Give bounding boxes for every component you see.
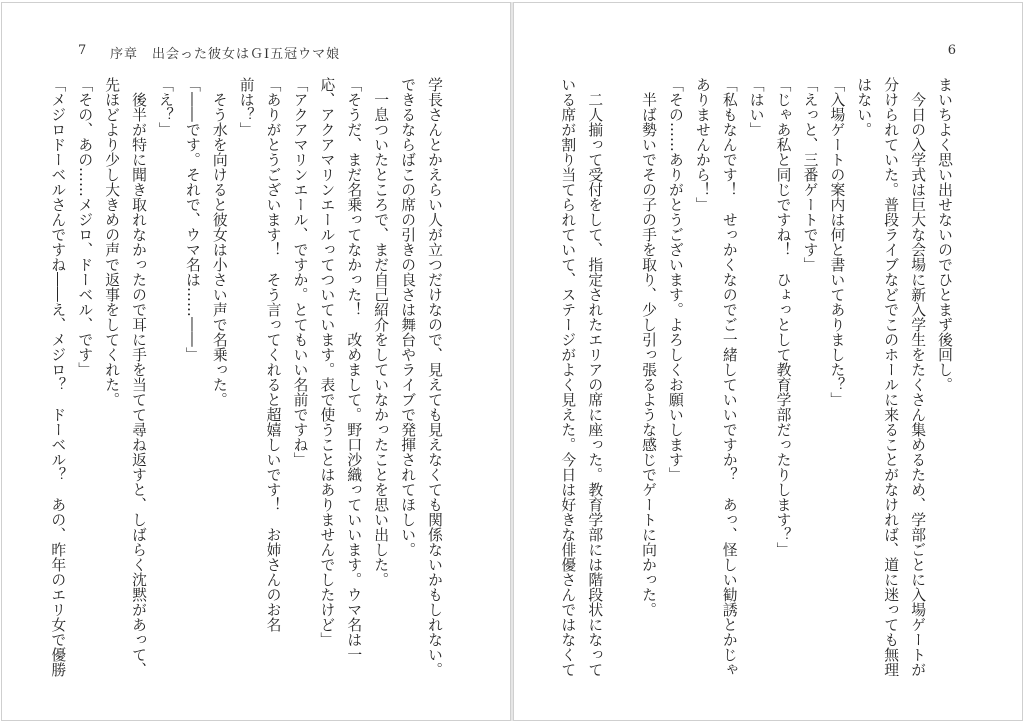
text-line: いる席が割り当てられていて、ステージがよく見えた。今日は好きな俳優さんではなくて [559, 77, 577, 677]
text-line: 半ば勢いでその子の手を取り、少し引っ張るような感じでゲートに向かった。 [640, 77, 658, 617]
text-line: 「その、あの……メジロ、ドーベル、です」 [76, 77, 94, 377]
text-line [607, 77, 634, 673]
text-line: 前は？」 [237, 77, 255, 137]
right-page [513, 2, 1023, 721]
text-line: そう水を向けると彼女は小さい声で名乗った。 [210, 77, 228, 407]
page-number: 6 [947, 43, 956, 58]
text-line: 「入場ゲートの案内は何と書いてありました？」 [828, 77, 846, 407]
text-line: 一息ついたところで、まだ自己紹介をしていなかったことを思い出した。 [372, 77, 390, 587]
body-text [559, 77, 957, 677]
text-line: 先ほどより少し大きめの声で返事をしてくれた。 [103, 77, 121, 407]
text-line: 応、アクアマリンエールってついています。表で使うことはありませんでしたけど」 [318, 77, 336, 647]
text-line: 分けられていた。普段ライブなどでこのホールに来ることがなければ、道に迷っても無理 [882, 77, 900, 677]
text-line: 「――です。それで、ウマ名は……――」 [183, 77, 201, 362]
text-line: できるならばこの席の引きの良さは舞台やライブで発揮されてほしい。 [399, 77, 417, 557]
text-line: 「じゃあ私と同じですね！ ひょっとして教育学部だったりします？」 [774, 77, 792, 557]
text-line: 今日の入学式は巨大な会場に新入学生をたくさん集めるため、学部ごとに入場ゲートが [909, 77, 927, 677]
text-line: 「メジロドーベルさんですね――え、メジロ？ ドーベル？ あの、昨年のエリ女で優勝 [49, 77, 67, 677]
text-line: 二人揃って受付をして、指定されたエリアの席に座った。教育学部には階段状になって [586, 77, 604, 677]
text-line: 「え？」 [156, 77, 174, 137]
page-number: 7 [78, 43, 87, 58]
text-line: まいちよく思い出せないのでひとまず後回し。 [936, 77, 953, 392]
text-line: 「はい」 [747, 77, 765, 137]
running-head: 序章 出会った彼女はＧⅠ五冠ウマ娘 [110, 47, 341, 62]
text-line: 後半が特に聞き取れなかったので耳に手を当てて尋ね返すと、しばらく沈黙があって、 [130, 77, 148, 677]
text-line: 学長さんとかえらい人が立つだけなので、見えても見えなくても関係ないかもしれない。 [426, 77, 443, 677]
text-line: はない。 [855, 77, 873, 137]
text-line: 「アクアマリンエール、ですか。とてもいい名前ですね」 [291, 77, 309, 467]
text-line: 「その……ありがとうございます。よろしくお願いします」 [666, 77, 684, 482]
text-line: 「ありがとうございます！ そう言ってくれると超嬉しいです！ お姉さんのお名 [264, 77, 282, 632]
text-line: ありませんから！」 [693, 77, 711, 212]
body-text [49, 77, 447, 677]
text-line: 「そうだ、まだ名乗ってなかった！ 改めまして。野口沙織っていいます。ウマ名は一 [345, 77, 363, 662]
text-line: 「えっと、三番ゲートです」 [801, 77, 819, 272]
left-page [1, 2, 511, 721]
text-line: 「私もなんです！ せっかくなのでご一緒していいですか？ あっ、怪しい勧誘とかじゃ [720, 77, 738, 677]
